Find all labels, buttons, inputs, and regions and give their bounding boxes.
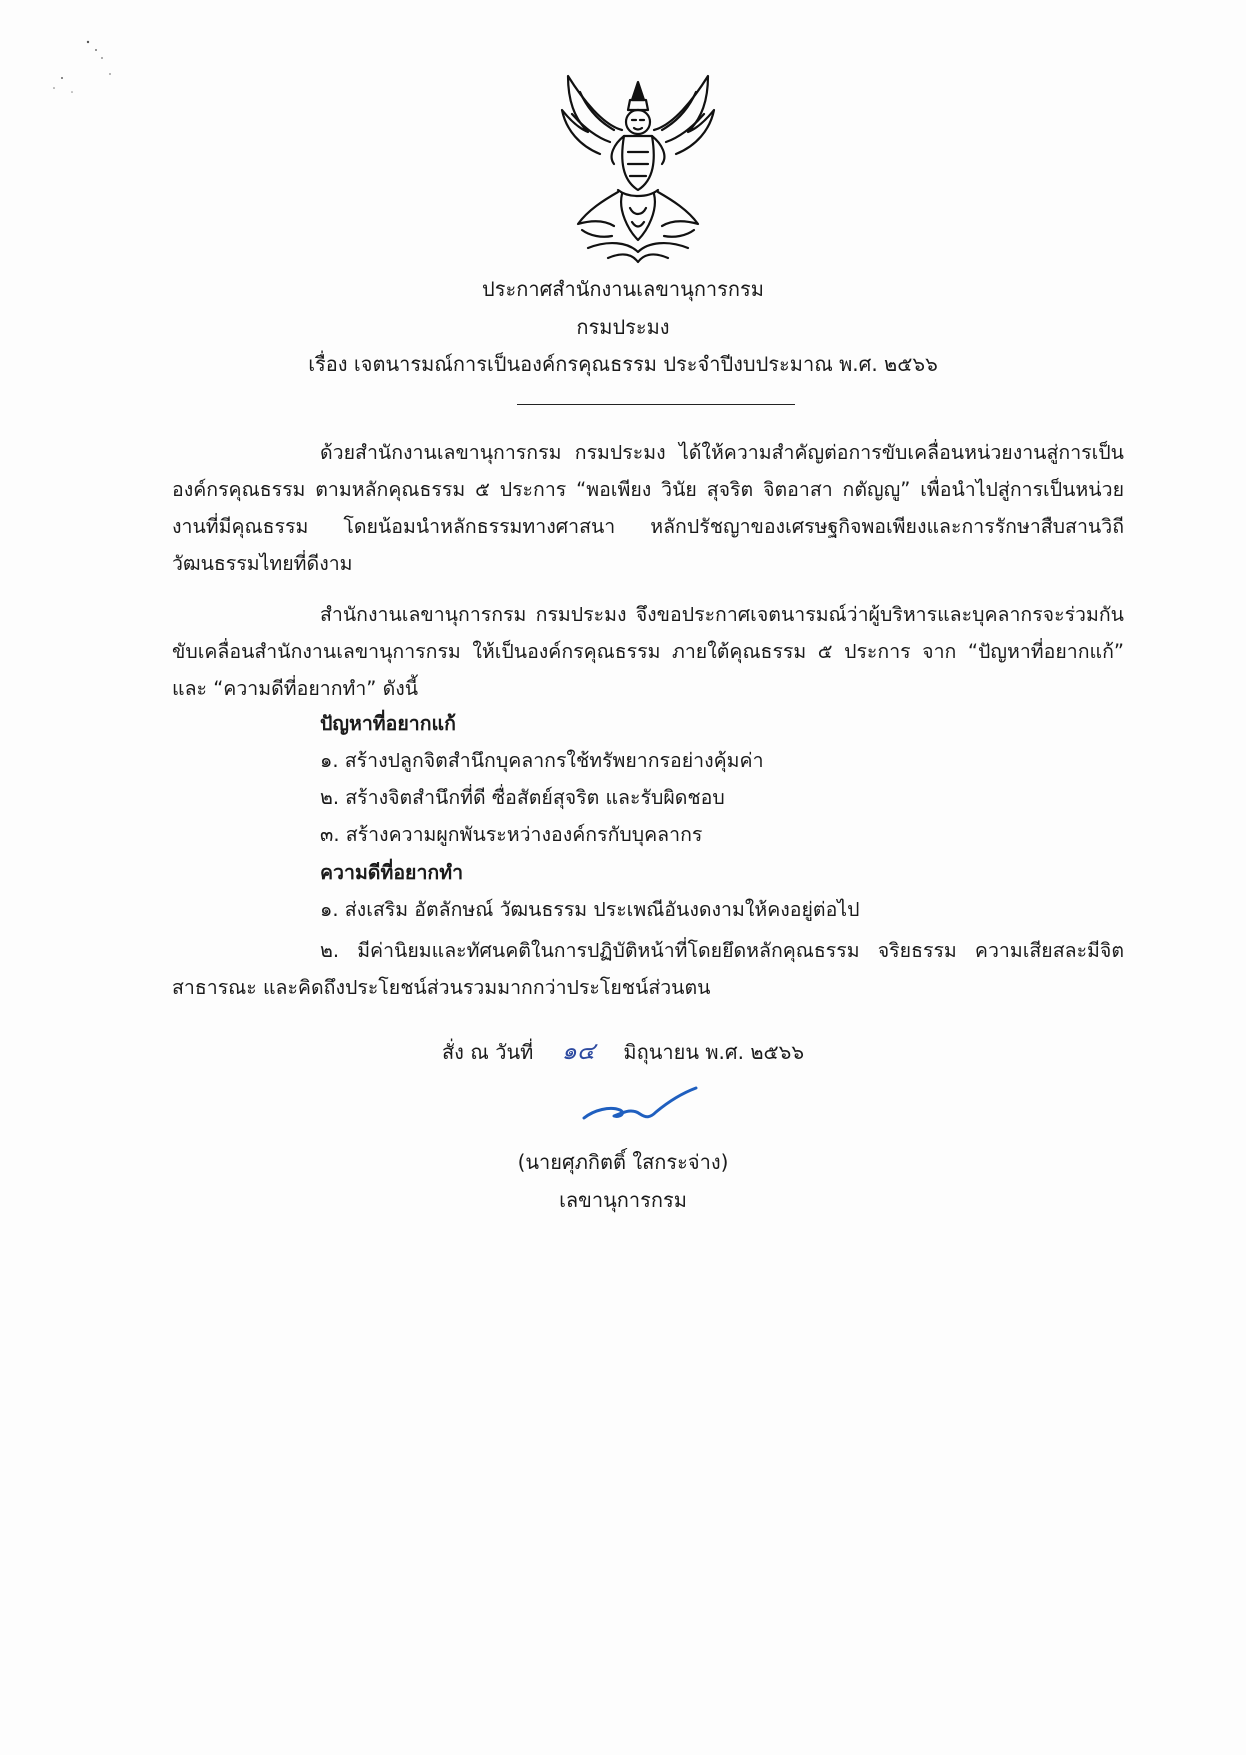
announcement-subject: เรื่อง เจตนารมณ์การเป็นองค์กรคุณธรรม ประจำปีงบประมาณ พ.ศ. ๒๕๖๖ xyxy=(308,352,938,376)
declaration-paragraph: สำนักงานเลขานุการกรม กรมประมง จึงขอประกาศเจตนารมณ์ว่าผู้บริหารและบุคลากรจะร่วมกันขับเคลื่อนสำนักงานเลขานุการกรม ให้เป็นองค์กรคุณธรรม ภายใต้คุณธรรม ๕ ประการ จาก “ปัญหาที่อยากแก้” และ “ความดีที่อยากทำ” ดังนี้ xyxy=(172,603,1124,700)
announcement-issuer: ประกาศสำนักงานเลขานุการกรม xyxy=(482,277,764,301)
scan-speck-marks xyxy=(40,30,130,110)
signer-name: (นายศุภกิตติ์ ใสกระจ่าง) xyxy=(517,1150,729,1174)
signer-title: เลขานุการกรม xyxy=(559,1188,687,1212)
handwritten-signature xyxy=(580,1086,700,1126)
goods-heading: ความดีที่อยากทำ xyxy=(320,861,464,884)
date-month-year: มิถุนายน พ.ศ. ๒๕๖๖ xyxy=(623,1040,805,1064)
good-deed-item: ๑. ส่งเสริม อัตลักษณ์ วัฒนธรรม ประเพณีอันงดงามให้คงอยู่ต่อไป xyxy=(320,898,860,921)
problems-heading: ปัญหาที่อยากแก้ xyxy=(320,712,456,735)
problem-item: ๑. สร้างปลูกจิตสำนึกบุคลากรใช้ทรัพยากรอย่างคุ้มค่า xyxy=(320,749,764,772)
date-prefix: สั่ง ณ วันที่ xyxy=(441,1040,534,1064)
date-day-handwritten: ๑๔ xyxy=(561,1037,596,1065)
problem-item: ๒. สร้างจิตสำนึกที่ดี ซื่อสัตย์สุจริต และรับผิดชอบ xyxy=(320,786,725,809)
good-deed-item: ๒. มีค่านิยมและทัศนคติในการปฏิบัติหน้าที่โดยยึดหลักคุณธรรม จริยธรรม ความเสียสละมีจิตสาธารณะ และคิดถึงประโยชน์ส่วนรวมมากกว่าประโยชน์ส่วนตน xyxy=(172,939,1124,999)
title-divider xyxy=(517,404,795,405)
intro-paragraph: ด้วยสำนักงานเลขานุการกรม กรมประมง ได้ให้ความสำคัญต่อการขับเคลื่อนหน่วยงานสู่การเป็นองค์กรคุณธรรม ตามหลักคุณธรรม ๕ ประการ “พอเพียง วินัย สุจริต จิตอาสา กตัญญู” เพื่อนำไปสู่การเป็นหน่วยงานที่มีคุณธรรม โดยน้อมนำหลักธรรมทางศาสนา หลักปรัชญาของเศรษฐกิจพอเพียงและการรักษาสืบสานวิถีวัฒนธรรมไทยที่ดีงาม xyxy=(172,441,1124,575)
garuda-emblem xyxy=(548,70,728,270)
issue-date xyxy=(0,1034,1246,1069)
problem-item: ๓. สร้างความผูกพันระหว่างองค์กรกับบุคลากร xyxy=(320,823,703,846)
department-name: กรมประมง xyxy=(576,315,670,339)
